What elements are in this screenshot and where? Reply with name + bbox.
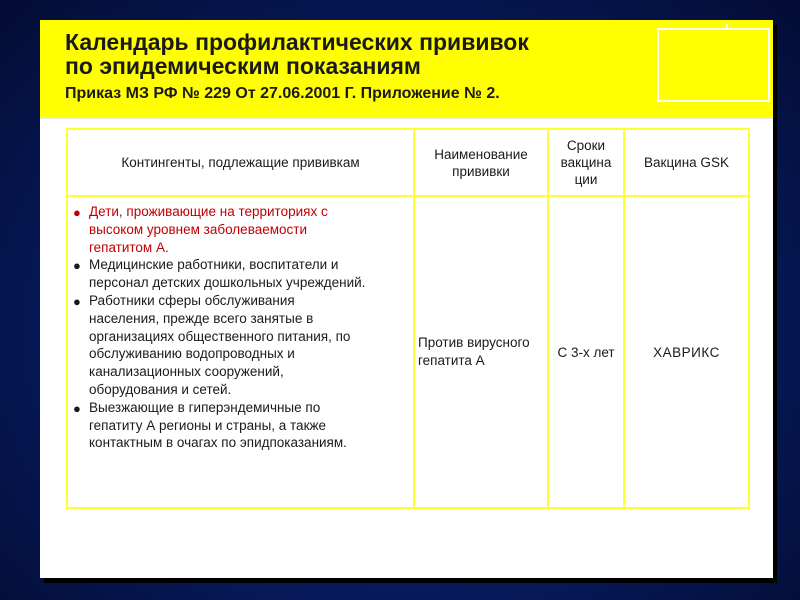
- slide-header: [40, 20, 773, 117]
- decorative-tick: [726, 24, 728, 29]
- table-row: [67, 196, 749, 508]
- slide: [40, 20, 773, 578]
- list-item: ● Дети, проживающие на территориях с высоком уровнем заболеваемости гепатитом А.: [73, 204, 328, 255]
- list-item: ● Работники сферы обслуживания населения, прежде всего занятые в организациях общественного питания, по обслуживанию водопроводных и канализационных сооружений, оборудования и сетей.: [73, 292, 351, 397]
- column-header-name: Наименование прививки: [414, 129, 548, 196]
- vaccination-term-cell: С 3-х лет: [548, 196, 624, 508]
- bullet-icon: ●: [73, 293, 81, 309]
- header-divider: [40, 117, 773, 119]
- column-header-term: Сроки вакцина ции: [548, 129, 624, 196]
- contingent-list: [72, 203, 410, 452]
- title-line-2: по эпидемическим показаниям: [65, 53, 421, 79]
- column-header-contingents: Контингенты, подлежащие прививкам: [67, 129, 414, 196]
- vaccination-name-cell: Против вирусного гепатита А: [414, 196, 548, 508]
- bullet-icon: ●: [73, 205, 81, 220]
- bullet-icon: ●: [73, 258, 81, 274]
- table-header-row: [67, 129, 749, 196]
- decorative-frame: [657, 28, 770, 102]
- contingents-cell: [67, 196, 414, 508]
- title-line-1: Календарь профилактических прививок: [65, 29, 529, 55]
- slide-subtitle: Приказ МЗ РФ № 229 От 27.06.2001 Г. Приложение № 2.: [65, 85, 500, 102]
- vaccination-table: [66, 128, 750, 509]
- vaccine-name-cell: ХАВРИКС: [624, 196, 749, 508]
- bullet-icon: ●: [73, 400, 81, 416]
- slide-title: [65, 30, 665, 78]
- list-item: ● Выезжающие в гиперэндемичные по гепатиту А регионы и страны, а также контактным в очагах по эпидпоказаниям.: [73, 399, 347, 451]
- column-header-vaccine: Вакцина GSK: [624, 129, 749, 196]
- list-item: ● Медицинские работники, воспитатели и персонал детских дошкольных учреждений.: [73, 257, 366, 291]
